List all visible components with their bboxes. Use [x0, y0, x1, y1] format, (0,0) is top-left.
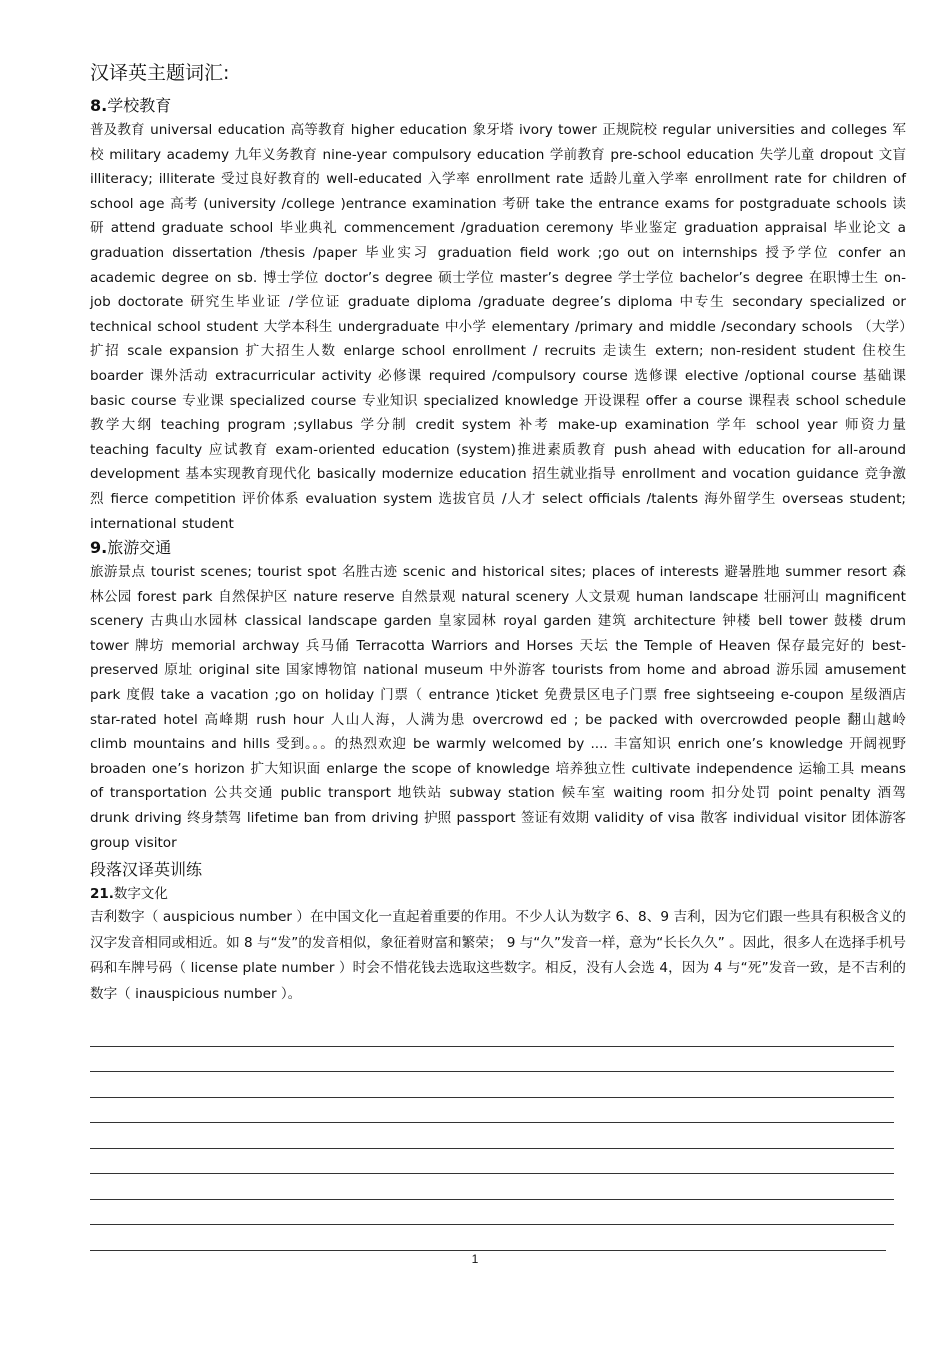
vocab-list-school-education: 普及教育 universal education 高等教育 higher education 象牙塔 ivory tower 正规院校 regular universities and colleges 军校 military academy 九年义务教育 nine-year compulsory education 学前教育 pre-school education 失学儿童 dropout 文盲 illiteracy; illiterate 受过良好教育的 well-educated 入学率 enrollment rate 适龄儿童入学率 enrollment rate for children of school age 高考 (university /college )entrance examination 考研 take the entrance exams for postgraduate schools 读研 attend graduate school 毕业典礼 commencement /graduation ceremony 毕业鉴定 graduation appraisal 毕业论文 a graduation dissertation /thesis /paper 毕业实习 graduation field work ;go out on internships 授予学位 confer an academic degree on sb. 博士学位 doctor’s degree 硕士学位 master’s degree 学士学位 bachelor’s degree 在职博士生 on-job doctorate 研究生毕业证 /学位证 graduate diploma /graduate degree’s diploma 中专生 secondary specialized or technical school student 大学本科生 undergraduate 中小学 elementary /primary and middle /secondary schools （大学）扩招 scale expansion 扩大招生人数 enlarge school enrollment / recruits 走读生 extern; non-resident student 住校生 boarder 课外活动 extracurricular activity 必修课 required /compulsory course 选修课 elective /optional course 基础课 basic course 专业课 specialized course 专业知识 specialized knowledge 开设课程 offer a course 课程表 school schedule 教学大纲 teaching program ;syllabus 学分制 credit system 补考 make-up examination 学年 school year 师资力量 teaching faculty 应试教育 exam-oriented education (system)推进素质教育 push ahead with education for all-around development 基本实现教育现代化 basically modernize education 招生就业指导 enrollment and vocation guidance 竞争激烈 fierce competition 评价体系 evaluation system 选拔官员 /人才 select officials /talents 海外留学生 overseas student; international student [90, 122, 906, 532]
answer-line [90, 1021, 894, 1047]
item-title: 数字文化 [113, 886, 168, 903]
section-number: 9. [90, 538, 108, 558]
item-number: 21. [90, 886, 114, 903]
answer-lines [90, 1021, 906, 1251]
vocab-list-travel-transport: 旅游景点 tourist scenes; tourist spot 名胜古迹 scenic and historical sites; places of interests 避暑胜地 summer resort 森林公园 forest park 自然保护区 nature reserve 自然景观 natural scenery 人文景观 human landscape 壮丽河山 magnificent scenery 古典山水园林 classical landscape garden 皇家园林 royal garden 建筑 architecture 钟楼 bell tower 鼓楼 drum tower 牌坊 memorial archway 兵马俑 Terracotta Warriors and Horses 天坛 the Temple of Heaven 保存最完好的 best-preserved 原址 original site 国家博物馆 national museum 中外游客 tourists from home and abroad 游乐园 amusement park 度假 take a vacation ;go on holiday 门票（ entrance )ticket 免费景区电子门票 free sightseeing e-coupon 星级酒店 star-rated hotel 高峰期 rush hour 人山人海，人满为患 overcrowd ed ; be packed with overcrowded people 翻山越岭 climb mountains and hills 受到。。。的热烈欢迎 be warmly welcomed by .... 丰富知识 enrich one’s knowledge 开阔视野 broaden one’s horizon 扩大知识面 enlarge the scope of knowledge 培养独立性 cultivate independence 运输工具 means of transportation 公共交通 public transport 地铁站 subway station 候车室 waiting room 扣分处罚 point penalty 酒驾 drunk driving 终身禁驾 lifetime ban from driving 护照 passport 签证有效期 validity of visa 散客 individual visitor 团体游客 group visitor [90, 564, 906, 851]
answer-line [90, 1123, 894, 1149]
section-heading-school-education [90, 94, 906, 118]
answer-line [90, 1047, 894, 1073]
practice-title: 段落汉译英训练 [90, 860, 203, 880]
answer-line [90, 1149, 894, 1175]
answer-line [90, 1200, 894, 1226]
page-number: 1 [471, 1252, 479, 1266]
answer-line [90, 1174, 894, 1200]
answer-line [90, 1098, 894, 1124]
answer-line [90, 1225, 886, 1251]
document-title: 汉译英主题词汇: [90, 62, 230, 84]
section-number: 8. [90, 96, 108, 115]
section-heading-travel-transport [90, 536, 906, 560]
practice-item-heading [90, 883, 906, 905]
practice-passage: 吉利数字（ auspicious number ）在中国文化一直起着重要的作用。不少人认为数字 6、8、9 吉利，因为它们跟一些具有积极含义的汉字发音相同或相近。如 8 与“发”的发音相似，象征着财富和繁荣； 9 与“久”发音一样，意为“长长久久” 。因此，很多人在选择手机号码和车牌号码（ license plate number ）时会不惜花钱去选取这些数字。相反，没有人会选 4，因为 4 与“死”发音一致，是不吉利的数字（ inauspicious number ）。 [90, 909, 906, 1002]
document-page [90, 58, 906, 1251]
answer-line [90, 1072, 894, 1098]
section-title: 旅游交通 [107, 538, 172, 558]
section-title: 学校教育 [107, 96, 172, 115]
